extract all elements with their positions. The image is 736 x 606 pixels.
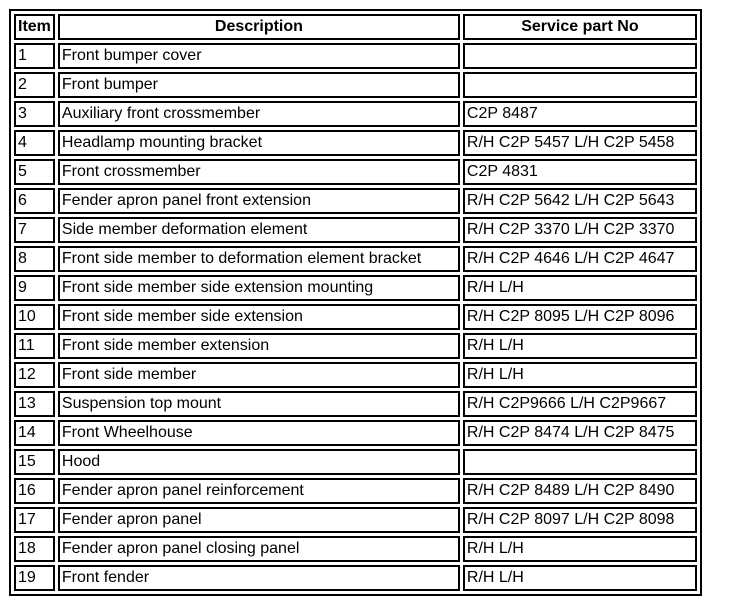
description-cell: Auxiliary front crossmember <box>58 101 460 127</box>
service-part-cell: C2P 4831 <box>463 159 697 185</box>
service-part-cell: R/H C2P 5642 L/H C2P 5643 <box>463 188 697 214</box>
table-row <box>14 43 697 69</box>
service-part-cell <box>463 43 697 69</box>
item-cell: 12 <box>14 362 55 388</box>
service-part-cell: R/H C2P 8095 L/H C2P 8096 <box>463 304 697 330</box>
service-part-cell: R/H L/H <box>463 536 697 562</box>
table-row <box>14 536 697 562</box>
table-row <box>14 478 697 504</box>
service-part-cell: R/H L/H <box>463 333 697 359</box>
table-row <box>14 304 697 330</box>
parts-table <box>9 9 702 596</box>
description-cell: Front side member side extension mounting <box>58 275 460 301</box>
item-cell: 3 <box>14 101 55 127</box>
service-part-cell <box>463 449 697 475</box>
table-row <box>14 188 697 214</box>
item-cell: 10 <box>14 304 55 330</box>
table-row <box>14 159 697 185</box>
item-cell: 7 <box>14 217 55 243</box>
service-part-cell: R/H C2P 3370 L/H C2P 3370 <box>463 217 697 243</box>
table-row <box>14 130 697 156</box>
service-part-cell: R/H L/H <box>463 275 697 301</box>
table-row <box>14 275 697 301</box>
description-cell: Front Wheelhouse <box>58 420 460 446</box>
table-row <box>14 507 697 533</box>
item-cell: 13 <box>14 391 55 417</box>
table-row <box>14 391 697 417</box>
item-cell: 6 <box>14 188 55 214</box>
table-row <box>14 420 697 446</box>
description-cell: Front bumper cover <box>58 43 460 69</box>
description-cell: Front side member extension <box>58 333 460 359</box>
service-part-cell: R/H C2P9666 L/H C2P9667 <box>463 391 697 417</box>
item-cell: 15 <box>14 449 55 475</box>
item-cell: 2 <box>14 72 55 98</box>
description-cell: Front side member side extension <box>58 304 460 330</box>
description-cell: Fender apron panel <box>58 507 460 533</box>
table-row <box>14 333 697 359</box>
table-row <box>14 449 697 475</box>
description-cell: Front side member <box>58 362 460 388</box>
description-cell: Front bumper <box>58 72 460 98</box>
description-cell: Hood <box>58 449 460 475</box>
table-row <box>14 101 697 127</box>
table-row <box>14 362 697 388</box>
item-cell: 19 <box>14 565 55 591</box>
description-cell: Front fender <box>58 565 460 591</box>
description-cell: Front side member to deformation element bracket <box>58 246 460 272</box>
item-cell: 16 <box>14 478 55 504</box>
service-part-cell: C2P 8487 <box>463 101 697 127</box>
service-part-cell: R/H C2P 4646 L/H C2P 4647 <box>463 246 697 272</box>
description-cell: Headlamp mounting bracket <box>58 130 460 156</box>
description-cell: Front crossmember <box>58 159 460 185</box>
item-cell: 1 <box>14 43 55 69</box>
description-cell: Fender apron panel reinforcement <box>58 478 460 504</box>
table-row <box>14 72 697 98</box>
header-description: Description <box>58 14 460 40</box>
item-cell: 9 <box>14 275 55 301</box>
service-part-cell: R/H C2P 8474 L/H C2P 8475 <box>463 420 697 446</box>
item-cell: 17 <box>14 507 55 533</box>
description-cell: Suspension top mount <box>58 391 460 417</box>
item-cell: 11 <box>14 333 55 359</box>
item-cell: 8 <box>14 246 55 272</box>
item-cell: 14 <box>14 420 55 446</box>
service-part-cell: R/H L/H <box>463 362 697 388</box>
description-cell: Fender apron panel closing panel <box>58 536 460 562</box>
service-part-cell: R/H L/H <box>463 565 697 591</box>
table-row <box>14 217 697 243</box>
service-part-cell: R/H C2P 5457 L/H C2P 5458 <box>463 130 697 156</box>
service-part-cell: R/H C2P 8489 L/H C2P 8490 <box>463 478 697 504</box>
header-item: Item <box>14 14 55 40</box>
table-body <box>14 43 697 591</box>
table-row <box>14 246 697 272</box>
item-cell: 18 <box>14 536 55 562</box>
description-cell: Side member deformation element <box>58 217 460 243</box>
table-row <box>14 565 697 591</box>
header-row <box>14 14 697 40</box>
item-cell: 4 <box>14 130 55 156</box>
service-part-cell: R/H C2P 8097 L/H C2P 8098 <box>463 507 697 533</box>
service-part-cell <box>463 72 697 98</box>
header-service-part-no: Service part No <box>463 14 697 40</box>
item-cell: 5 <box>14 159 55 185</box>
description-cell: Fender apron panel front extension <box>58 188 460 214</box>
